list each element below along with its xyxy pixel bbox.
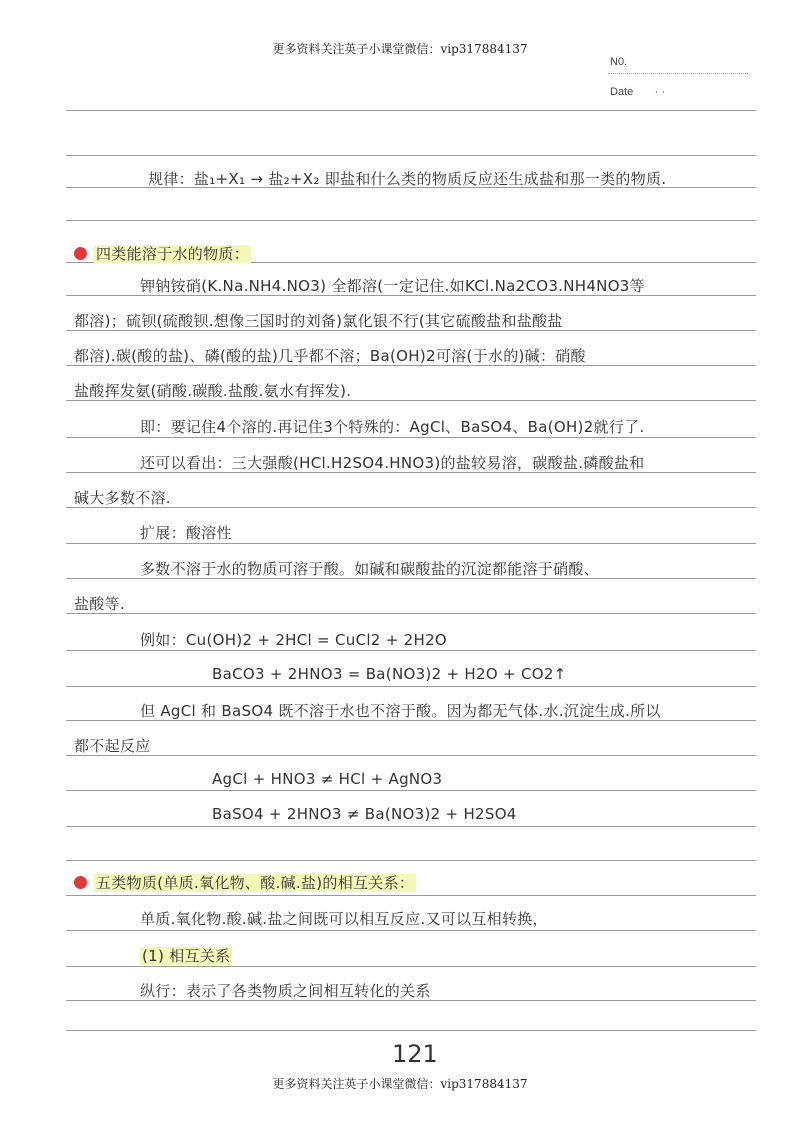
text-line: 都溶)；硫钡(硫酸钡.想像三国时的刘备)氯化银不行(其它硫酸盐和盐酸盐 bbox=[74, 312, 563, 330]
date-dots: · · bbox=[654, 86, 666, 98]
notebook-date-label bbox=[610, 86, 665, 98]
ruled-line bbox=[66, 1030, 756, 1031]
text-line: 都不起反应 bbox=[74, 737, 151, 755]
ruled-line bbox=[66, 110, 756, 111]
ruled-line bbox=[66, 790, 756, 791]
page-number: 121 bbox=[392, 1040, 438, 1068]
text-line: 即：要记住4个溶的.再记住3个特殊的：AgCl、BaSO4、Ba(OH)2就行了. bbox=[140, 418, 645, 436]
ruled-line bbox=[66, 613, 756, 614]
equation-line: AgCl + HNO3 ≠ HCl + AgNO3 bbox=[212, 770, 443, 788]
ruled-line bbox=[66, 860, 756, 861]
subheading-highlight: (1) 相互关系 bbox=[142, 947, 231, 965]
ruled-line bbox=[66, 966, 756, 967]
text-line: 盐酸挥发氨(硝酸.碳酸.盐酸.氨水有挥发). bbox=[74, 382, 352, 400]
date-label-text: Date bbox=[610, 86, 634, 98]
text-line: 扩展：酸溶性 bbox=[140, 524, 232, 542]
header-watermark: 更多资料关注英子小课堂微信：vip317884137 bbox=[272, 42, 528, 56]
ruled-line bbox=[66, 826, 756, 827]
text-line: 还可以看出：三大强酸(HCl.H2SO4.HNO3)的盐较易溶，碳酸盐.磷酸盐和 bbox=[140, 454, 645, 472]
text-line: 盐酸等. bbox=[74, 595, 125, 613]
equation-line: BaSO4 + 2HNO3 ≠ Ba(NO3)2 + H2SO4 bbox=[212, 805, 517, 823]
ruled-line bbox=[66, 437, 756, 438]
heading-highlight: 四类能溶于水的物质： bbox=[96, 245, 250, 263]
ruled-line bbox=[66, 650, 756, 651]
section-heading-five-classes bbox=[94, 872, 416, 893]
ruled-line bbox=[66, 220, 756, 221]
equation-line: BaCO3 + 2HNO3 = Ba(NO3)2 + H2O + CO2↑ bbox=[212, 665, 567, 683]
equation-line: 例如：Cu(OH)2 + 2HCl = CuCl2 + 2H2O bbox=[140, 631, 448, 649]
ruled-line bbox=[66, 895, 756, 896]
notebook-no-label: N0. bbox=[610, 56, 628, 68]
subheading-line bbox=[140, 945, 232, 966]
ruled-line bbox=[66, 686, 756, 687]
text-line: 多数不溶于水的物质可溶于酸。如碱和碳酸盐的沉淀都能溶于硝酸、 bbox=[140, 560, 600, 578]
text-line: 碱大多数不溶. bbox=[74, 489, 171, 507]
text-line: 钾钠铵硝(K.Na.NH4.NO3) 全都溶(一定记住.如KCl.Na2CO3.NH4NO3等 bbox=[140, 277, 645, 295]
red-bullet-icon bbox=[74, 247, 87, 260]
text-line: 单质.氧化物.酸.碱.盐之间既可以相互反应.又可以互相转换， bbox=[140, 910, 548, 928]
text-line: 都溶).碳(酸的盐)、磷(酸的盐)几乎都不溶；Ba(OH)2可溶(于水的)碱：硝酸 bbox=[74, 347, 586, 365]
no-dotted-line bbox=[608, 73, 748, 74]
ruled-line bbox=[66, 930, 756, 931]
ruled-line bbox=[66, 755, 756, 756]
rule-summary-line: 规律：盐₁+X₁ → 盐₂+X₂ 即盐和什么类的物质反应还生成盐和那一类的物质. bbox=[148, 170, 667, 188]
heading-highlight: 五类物质(单质.氧化物、酸.碱.盐)的相互关系： bbox=[96, 874, 415, 892]
ruled-line bbox=[66, 155, 756, 156]
ruled-line bbox=[66, 543, 756, 544]
text-line: 但 AgCl 和 BaSO4 既不溶于水也不溶于酸。因为都无气体.水.沉淀生成.所以 bbox=[140, 702, 661, 720]
text-line: 纵行：表示了各类物质之间相互转化的关系 bbox=[140, 982, 431, 1000]
footer-watermark: 更多资料关注英子小课堂微信：vip317884137 bbox=[272, 1077, 528, 1091]
red-bullet-icon bbox=[74, 876, 87, 889]
section-heading-soluble bbox=[94, 243, 251, 264]
